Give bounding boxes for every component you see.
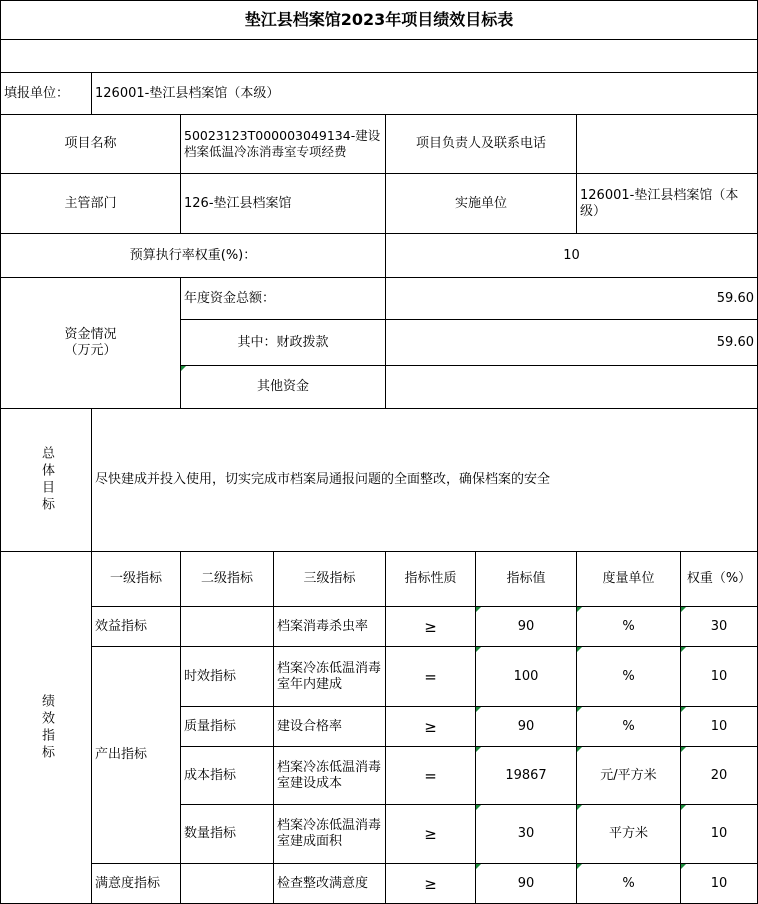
impl-value: 126001-垫江县档案馆（本级） <box>576 173 758 234</box>
contact-value <box>576 114 758 174</box>
indicator-value: 90 <box>475 706 577 747</box>
indicator-level2: 质量指标 <box>180 706 274 747</box>
indicator-unit: % <box>576 706 681 747</box>
other-value <box>385 365 758 409</box>
indicator-unit: % <box>576 646 681 707</box>
indicator-weight: 10 <box>680 706 758 747</box>
unit-label: 填报单位： <box>0 72 92 115</box>
goal-label-text: 总体目标 <box>39 446 54 514</box>
indicator-unit: % <box>576 606 681 647</box>
header-level1: 一级指标 <box>91 551 181 607</box>
indicator-nature: ≥ <box>385 804 476 864</box>
indicators-label <box>0 551 92 904</box>
indicator-level2: 成本指标 <box>180 746 274 805</box>
indicator-value: 19867 <box>475 746 577 805</box>
indicator-value: 90 <box>475 863 577 904</box>
project-name-label: 项目名称 <box>0 114 181 174</box>
impl-label: 实施单位 <box>385 173 577 234</box>
budget-label: 预算执行率权重(%)： <box>0 233 386 278</box>
annual-value: 59.60 <box>385 277 758 320</box>
funds-label: 资金情况 （万元） <box>0 277 181 409</box>
level1-benefit: 效益指标 <box>91 606 181 647</box>
indicator-nature: = <box>385 746 476 805</box>
fiscal-label: 其中：财政拨款 <box>180 319 386 366</box>
indicator-unit: % <box>576 863 681 904</box>
indicator-level3: 档案冷冻低温消毒室年内建成 <box>273 646 386 707</box>
contact-label: 项目负责人及联系电话 <box>385 114 577 174</box>
project-name-value: 50023123T000003049134-建设档案低温冷冻消毒室专项经费 <box>180 114 386 174</box>
indicator-level3: 档案消毒杀虫率 <box>273 606 386 647</box>
header-nature: 指标性质 <box>385 551 476 607</box>
budget-value: 10 <box>385 233 758 278</box>
indicator-weight: 10 <box>680 804 758 864</box>
indicators-label-text: 绩效指标 <box>39 693 54 762</box>
header-weight: 权重（%） <box>680 551 758 607</box>
indicator-nature: ≥ <box>385 863 476 904</box>
page-title: 垫江县档案馆2023年项目绩效目标表 <box>0 0 758 40</box>
indicator-level2 <box>180 606 274 647</box>
header-level2: 二级指标 <box>180 551 274 607</box>
blank-row <box>0 39 758 73</box>
fiscal-value: 59.60 <box>385 319 758 366</box>
other-label: 其他资金 <box>180 365 386 409</box>
header-unit: 度量单位 <box>576 551 681 607</box>
indicator-unit: 平方米 <box>576 804 681 864</box>
indicator-level3: 检查整改满意度 <box>273 863 386 904</box>
goal-text: 尽快建成并投入使用，切实完成市档案局通报问题的全面整改，确保档案的安全 <box>91 408 758 552</box>
dept-label: 主管部门 <box>0 173 181 234</box>
indicator-value: 90 <box>475 606 577 647</box>
indicator-weight: 30 <box>680 606 758 647</box>
indicator-nature: = <box>385 646 476 707</box>
indicator-level2 <box>180 863 274 904</box>
header-value: 指标值 <box>475 551 577 607</box>
header-level3: 三级指标 <box>273 551 386 607</box>
indicator-level3: 建设合格率 <box>273 706 386 747</box>
indicator-nature: ≥ <box>385 706 476 747</box>
indicator-level3: 档案冷冻低温消毒室建成面积 <box>273 804 386 864</box>
indicator-level2: 时效指标 <box>180 646 274 707</box>
indicator-nature: ≥ <box>385 606 476 647</box>
indicator-level3: 档案冷冻低温消毒室建设成本 <box>273 746 386 805</box>
annual-label: 年度资金总额： <box>180 277 386 320</box>
level1-satisfaction: 满意度指标 <box>91 863 181 904</box>
indicator-level2: 数量指标 <box>180 804 274 864</box>
indicator-value: 30 <box>475 804 577 864</box>
indicator-weight: 20 <box>680 746 758 805</box>
indicator-weight: 10 <box>680 646 758 707</box>
level1-output: 产出指标 <box>91 646 181 864</box>
indicator-weight: 10 <box>680 863 758 904</box>
indicator-unit: 元/平方米 <box>576 746 681 805</box>
dept-value: 126-垫江县档案馆 <box>180 173 386 234</box>
goal-label <box>0 408 92 552</box>
unit-value: 126001-垫江县档案馆（本级） <box>91 72 758 115</box>
indicator-value: 100 <box>475 646 577 707</box>
